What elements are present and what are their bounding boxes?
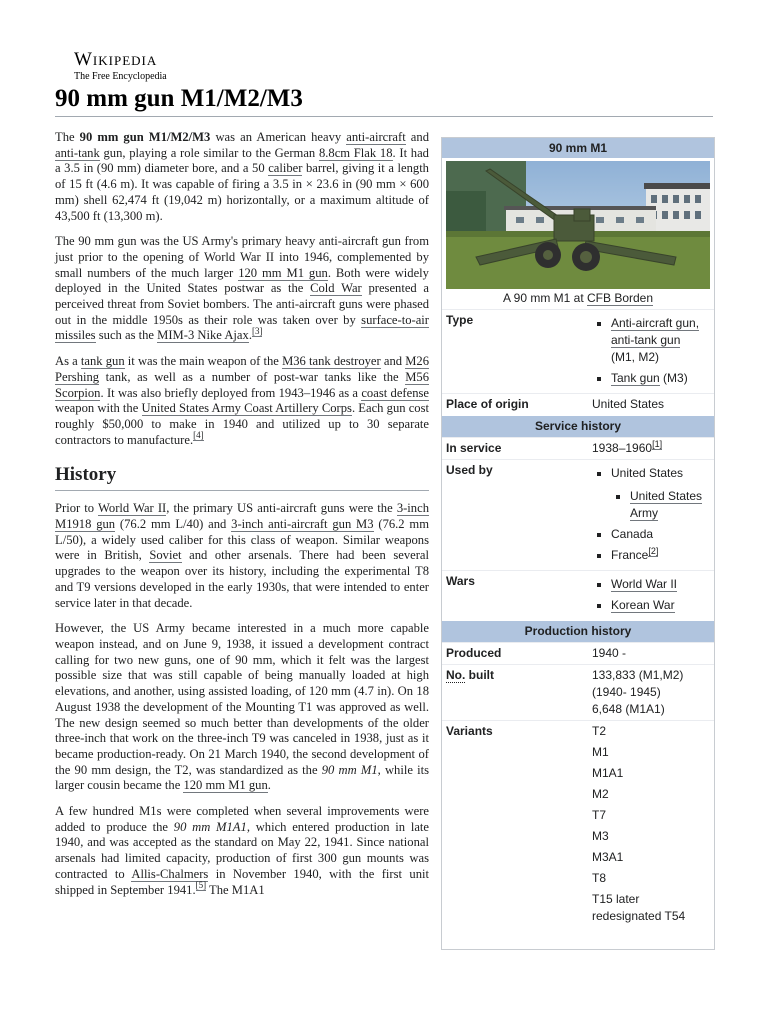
label-produced: Produced: [446, 646, 502, 660]
row-wars: [442, 570, 714, 620]
link-flak-18[interactable]: 8.8cm Flak 18: [318, 145, 393, 160]
built-line: 133,833 (M1,M2): [592, 668, 684, 682]
history-paragraph-2: [55, 621, 429, 794]
service-history-header: Service history: [442, 416, 714, 437]
text: . It was also briefly deployed from 1943–1946 as a: [100, 385, 362, 400]
type-item-2: [611, 370, 710, 387]
infobox: [441, 137, 715, 950]
text: it was the main weapon of the: [124, 354, 283, 369]
link-m1918-gun[interactable]: 3-inch M1918 gun: [55, 501, 429, 532]
text: The M1A1: [206, 882, 265, 897]
type-note: (M3): [663, 371, 688, 385]
text: such as the: [95, 328, 158, 343]
link-world-war-ii[interactable]: World War II: [98, 501, 167, 516]
label-no-built: [446, 667, 592, 718]
value-type: [592, 312, 710, 391]
link-m56-scorpion[interactable]: M56 Scorpion: [55, 369, 429, 400]
used-by-france: [611, 547, 710, 564]
text: However, the US Army became interested in a much more capable weapon instead, and on June 9, 1938, it issued a development contract calling for two new guns, one of 90 mm, which it felt was the largest possible size that was still capable of being manually loaded at high elevations, and another, using assisted loading, of 120 mm (4.7 in). On 18 August 1938 the development of the Mounting T1 was approved as well. The new design seemed so much better than developments of the older three-inch that work on the three-inch T9 was canceled in 1938, just as it became production-ready. On 21 March 1940, the second development of the 90 mm design, the T2, was standardized as the: [55, 621, 429, 777]
link-tank-gun[interactable]: tank gun: [80, 354, 125, 369]
link-united-states-army[interactable]: United States Army: [630, 489, 703, 520]
reference-1[interactable]: [1]: [652, 439, 663, 449]
row-origin: [442, 393, 714, 415]
article-body: [55, 130, 429, 908]
link-anti-aircraft[interactable]: anti-aircraft: [346, 130, 406, 144]
link-120mm-m1-gun[interactable]: 120 mm M1 gun: [238, 265, 328, 280]
title-divider: [55, 116, 713, 117]
history-paragraph-3: [55, 804, 429, 898]
variant-item: T15 later redesignated T54: [592, 892, 686, 923]
link-m3-gun[interactable]: 3-inch anti-aircraft gun M3: [231, 517, 374, 532]
article-subject: 90 mm gun M1/M2/M3: [79, 130, 211, 144]
text: .: [267, 778, 271, 793]
used-by-canada: [611, 526, 710, 543]
in-service-years: 1938–1960: [592, 441, 653, 455]
row-produced: [442, 642, 714, 664]
wikipedia-logo[interactable]: [74, 50, 167, 82]
link-m26-pershing[interactable]: M26 Pershing: [55, 354, 429, 384]
text: Prior to: [55, 501, 99, 516]
text: and other arsenals. There had been several upgrades to the weapon over its history, including the experimental T8 and T9 versions developed in the early 1930s, that were intended to enter service later in that decade.: [55, 548, 429, 610]
abbr-number: No.: [446, 668, 466, 682]
value-produced: 1940 -: [592, 646, 627, 660]
variant-item: T7: [592, 808, 607, 822]
value-used-by: [592, 462, 710, 568]
link-anti-aircraft-gun[interactable]: Anti-aircraft gun, anti-tank gun: [611, 316, 700, 347]
logo-tagline: The Free Encyclopedia: [74, 71, 167, 82]
built-line: (1940- 1945): [592, 685, 661, 699]
value-no-built: [592, 667, 710, 718]
variant-item: M3: [592, 829, 609, 843]
country-name: Canada: [611, 527, 654, 541]
label-origin: Place of origin: [446, 397, 529, 411]
logo-wordmark: Wikipedia: [74, 49, 158, 70]
text: The: [55, 130, 80, 144]
text: .: [248, 328, 252, 343]
value-wars: [592, 573, 710, 618]
variant-item: M2: [592, 787, 609, 801]
row-type: [442, 309, 714, 393]
link-anti-tank[interactable]: anti-tank: [55, 145, 100, 160]
label-in-service: In service: [446, 441, 502, 455]
link-tank-gun-infobox[interactable]: Tank gun: [611, 371, 660, 385]
reference-4[interactable]: [4]: [193, 430, 204, 441]
caption-text: A 90 mm M1 at: [502, 291, 587, 305]
text: A few hundred M1s were completed when several improvements were added to produce the: [55, 804, 429, 834]
text: gun, playing a role similar to the German: [99, 145, 319, 160]
intro-paragraph-1: [55, 130, 429, 224]
history-paragraph-1: [55, 501, 429, 611]
text: (76.2 mm L/40) and: [115, 517, 232, 532]
text: in November 1940, with the first unit shipped in September 1941.: [55, 866, 430, 897]
link-cfb-borden[interactable]: CFB Borden: [587, 291, 654, 305]
italic-term: 90 mm M1A1: [173, 819, 247, 834]
link-coast-artillery-corps[interactable]: United States Army Coast Artillery Corps: [141, 401, 352, 416]
text: presented a perceived threat from Soviet bombers. The anti-aircraft guns were phased out in the middle 1950s as their role was taken over by: [55, 281, 430, 327]
text: weapon with the: [55, 401, 142, 416]
label-wars: Wars: [446, 574, 475, 588]
row-used-by: [442, 459, 714, 570]
intro-paragraph-3: [55, 354, 429, 448]
page-title: 90 mm gun M1/M2/M3: [55, 85, 303, 112]
link-korean-war[interactable]: Korean War: [611, 598, 675, 612]
link-120mm-m1-gun-2[interactable]: 120 mm M1 gun: [183, 778, 268, 793]
used-by-us-army: [630, 488, 710, 522]
link-soviet[interactable]: Soviet: [149, 548, 182, 563]
variant-item: T8: [592, 871, 607, 885]
text: , while its larger cousin became the: [55, 762, 430, 793]
gun-photo-illustration: [446, 161, 710, 289]
italic-term: 90 mm M1: [321, 762, 378, 777]
value-origin: United States: [592, 397, 665, 411]
text: , the primary US anti-aircraft guns were the: [166, 501, 397, 516]
row-no-built: [442, 664, 714, 720]
intro-paragraph-2: [55, 234, 429, 344]
text: . Each gun cost roughly $50,000 to make in 1940 and utilized up to 30 separate contractors to manufacture.: [55, 401, 430, 447]
text: (76.2 mm L/50), a widely used caliber for this class of weapon. Similar weapons were in British,: [55, 517, 430, 563]
link-caliber[interactable]: caliber: [268, 161, 303, 176]
row-variants: [442, 720, 714, 949]
value-variants: [592, 723, 710, 929]
variant-item: T2: [592, 724, 607, 738]
country-name: United States: [611, 466, 684, 480]
link-allis-chalmers[interactable]: Allis-Chalmers: [131, 866, 209, 881]
reference-5[interactable]: [5]: [195, 880, 207, 891]
text: . Both were widely deployed in the United States postwar as the: [55, 265, 429, 296]
row-in-service: [442, 437, 714, 459]
reference-2[interactable]: [2]: [648, 546, 659, 556]
reference-3[interactable]: [3]: [251, 326, 263, 337]
value-in-service: [592, 440, 710, 457]
text: barrel, giving it a length of 15 ft (4.6 m). It was capable of firing a 3.5 in × 23.6 in (90 mm × 600 mm) shell 62,474 ft (19,042 m) horizontally, or a maximum altitude of 43,500 ft (13,300 m).: [55, 161, 429, 223]
country-name: France: [611, 548, 649, 562]
label-used-by: Used by: [446, 463, 493, 477]
text: was an American heavy: [210, 130, 347, 144]
photo-caption: [442, 289, 714, 309]
gun-photo[interactable]: [446, 161, 710, 289]
label-type: Type: [446, 313, 474, 327]
text: , which entered production in late 1940, and was accepted as the standard on May 22, 1941. Since national arsenals had limited capacity, production of first 300 gun mounts was contracted to: [55, 819, 430, 881]
text: tank, as well as a number of post-war tanks like the: [99, 369, 406, 384]
label-variants: Variants: [446, 724, 493, 738]
text: The 90 mm gun was the US Army's primary heavy anti-aircraft gun from just prior to the opening of World War II into 1946, complemented by small numbers of the much larger: [55, 234, 429, 280]
link-cold-war[interactable]: Cold War: [310, 281, 362, 296]
used-by-united-states: [611, 465, 710, 522]
text: As a: [55, 354, 81, 369]
variant-item: M3A1: [592, 850, 624, 864]
link-nike-ajax[interactable]: MIM-3 Nike Ajax: [157, 328, 249, 343]
link-surface-to-air-missiles[interactable]: surface-to-air missiles: [55, 312, 429, 343]
link-coast-defense[interactable]: coast defense: [361, 385, 429, 400]
infobox-title: 90 mm M1: [442, 138, 714, 158]
text: and: [380, 354, 406, 369]
link-m36-tank-destroyer[interactable]: M36 tank destroyer: [282, 354, 381, 369]
type-note: (M1, M2): [611, 350, 659, 364]
war-item: [611, 576, 710, 593]
variant-item: M1A1: [592, 766, 624, 780]
text: and: [405, 130, 429, 144]
history-heading: History: [55, 464, 429, 491]
type-item-1: [611, 315, 710, 366]
link-world-war-ii-infobox[interactable]: World War II: [611, 577, 678, 591]
variant-item: M1: [592, 745, 609, 759]
label-text: built: [465, 668, 495, 682]
text: . It had a 3.5 in (90 mm) diameter bore, and a 50: [55, 145, 429, 176]
production-history-header: Production history: [442, 621, 714, 642]
built-line: 6,648 (M1A1): [592, 702, 665, 716]
war-item: [611, 597, 710, 614]
